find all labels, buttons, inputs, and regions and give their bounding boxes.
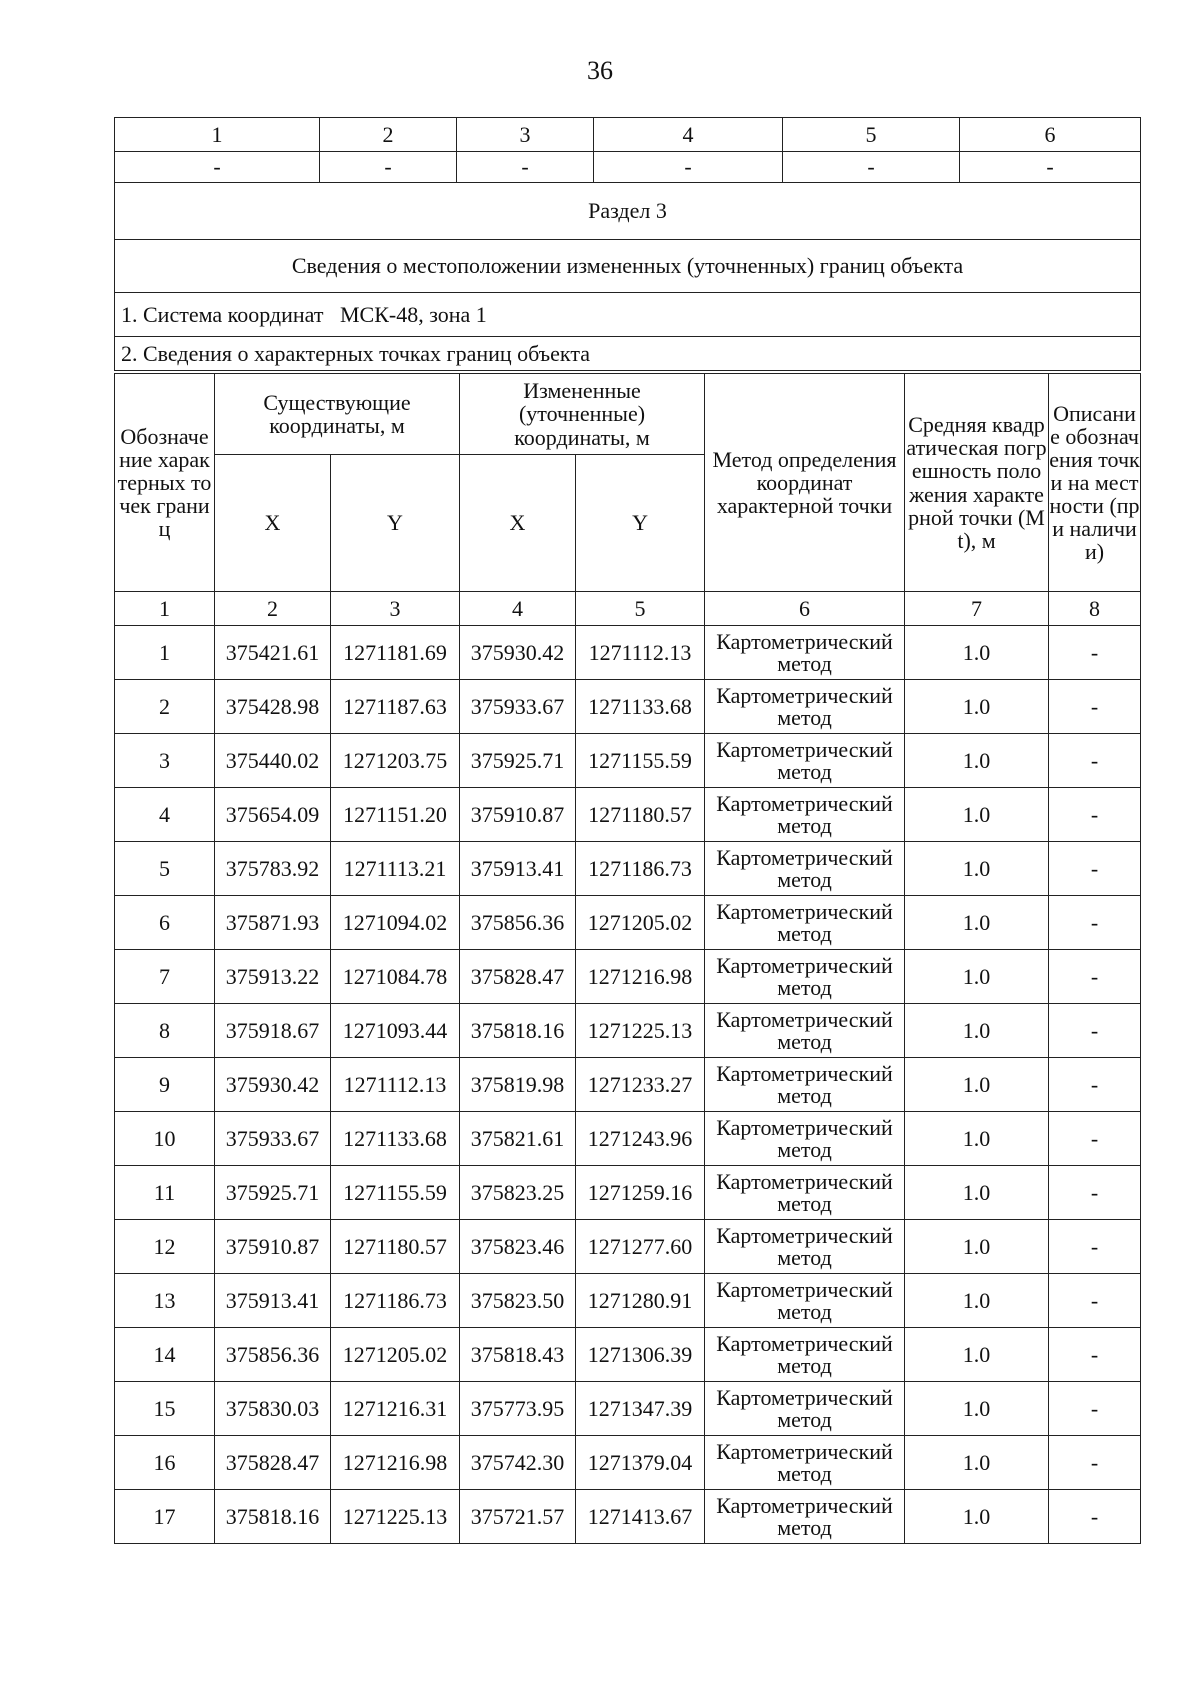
table-row xyxy=(115,1112,1141,1166)
existing-x: 375654.09 xyxy=(215,788,331,842)
description: - xyxy=(1049,896,1141,950)
changed-x: 375818.43 xyxy=(460,1328,576,1382)
method xyxy=(705,1328,905,1382)
existing-y: 1271216.98 xyxy=(331,1436,460,1490)
point-number: 13 xyxy=(115,1274,215,1328)
point-number: 7 xyxy=(115,950,215,1004)
method xyxy=(705,626,905,680)
table-row xyxy=(115,1220,1141,1274)
method-line2: метод xyxy=(777,758,832,784)
top-col-number: 2 xyxy=(320,118,457,152)
method-line2: метод xyxy=(777,1406,832,1432)
existing-y: 1271180.57 xyxy=(331,1220,460,1274)
description: - xyxy=(1049,1112,1141,1166)
point-number: 11 xyxy=(115,1166,215,1220)
existing-y: 1271181.69 xyxy=(331,626,460,680)
changed-y: 1271306.39 xyxy=(576,1328,705,1382)
point-number: 3 xyxy=(115,734,215,788)
description: - xyxy=(1049,1436,1141,1490)
method-line2: метод xyxy=(777,704,832,730)
changed-x: 375742.30 xyxy=(460,1436,576,1490)
data-rows xyxy=(115,626,1141,1544)
mean-error: 1.0 xyxy=(905,1382,1049,1436)
changed-y: 1271379.04 xyxy=(576,1436,705,1490)
description: - xyxy=(1049,1004,1141,1058)
method-line1: Картометрический xyxy=(716,1222,893,1248)
changed-x: 375823.25 xyxy=(460,1166,576,1220)
method-line1: Картометрический xyxy=(716,790,893,816)
method xyxy=(705,1220,905,1274)
point-number: 12 xyxy=(115,1220,215,1274)
method-line1: Картометрический xyxy=(716,898,893,924)
top-col-number: 4 xyxy=(594,118,783,152)
existing-y: 1271093.44 xyxy=(331,1004,460,1058)
description: - xyxy=(1049,1382,1141,1436)
method-line1: Картометрический xyxy=(716,1006,893,1032)
top-col-number: 3 xyxy=(457,118,594,152)
description: - xyxy=(1049,842,1141,896)
header-y1: Y xyxy=(331,455,460,592)
method-line1: Картометрический xyxy=(716,1276,893,1302)
description: - xyxy=(1049,1220,1141,1274)
dash-cell: - xyxy=(783,152,960,183)
changed-x: 375821.61 xyxy=(460,1112,576,1166)
mean-error: 1.0 xyxy=(905,1220,1049,1274)
method-line1: Картометрический xyxy=(716,1438,893,1464)
method xyxy=(705,1004,905,1058)
col-number: 7 xyxy=(905,592,1049,626)
existing-y: 1271113.21 xyxy=(331,842,460,896)
method-line2: метод xyxy=(777,866,832,892)
mean-error: 1.0 xyxy=(905,788,1049,842)
header-x2: X xyxy=(460,455,576,592)
existing-x: 375910.87 xyxy=(215,1220,331,1274)
changed-y: 1271112.13 xyxy=(576,626,705,680)
top-col-number: 5 xyxy=(783,118,960,152)
description: - xyxy=(1049,1490,1141,1544)
changed-y: 1271347.39 xyxy=(576,1382,705,1436)
header-existing: Существующие координаты, м xyxy=(215,374,460,455)
table-row xyxy=(115,842,1141,896)
top-col-number: 1 xyxy=(115,118,320,152)
point-number: 9 xyxy=(115,1058,215,1112)
col-number: 5 xyxy=(576,592,705,626)
header-description: Описание обозначения точки на местности (при наличии) xyxy=(1049,374,1141,592)
method-line2: метод xyxy=(777,650,832,676)
description: - xyxy=(1049,1274,1141,1328)
mean-error: 1.0 xyxy=(905,680,1049,734)
existing-x: 375830.03 xyxy=(215,1382,331,1436)
mean-error: 1.0 xyxy=(905,1166,1049,1220)
changed-x: 375933.67 xyxy=(460,680,576,734)
description: - xyxy=(1049,1058,1141,1112)
changed-x: 375773.95 xyxy=(460,1382,576,1436)
method xyxy=(705,1112,905,1166)
point-number: 4 xyxy=(115,788,215,842)
method-line2: метод xyxy=(777,1244,832,1270)
changed-x: 375856.36 xyxy=(460,896,576,950)
mean-error: 1.0 xyxy=(905,1004,1049,1058)
existing-x: 375871.93 xyxy=(215,896,331,950)
existing-y: 1271205.02 xyxy=(331,1328,460,1382)
point-number: 15 xyxy=(115,1382,215,1436)
existing-y: 1271112.13 xyxy=(331,1058,460,1112)
mean-error: 1.0 xyxy=(905,950,1049,1004)
changed-y: 1271155.59 xyxy=(576,734,705,788)
existing-y: 1271203.75 xyxy=(331,734,460,788)
table-row xyxy=(115,1274,1141,1328)
existing-y: 1271186.73 xyxy=(331,1274,460,1328)
method-line1: Картометрический xyxy=(716,1168,893,1194)
dash-cell: - xyxy=(320,152,457,183)
method-line2: метод xyxy=(777,1514,832,1540)
point-number: 1 xyxy=(115,626,215,680)
changed-x: 375721.57 xyxy=(460,1490,576,1544)
existing-y: 1271084.78 xyxy=(331,950,460,1004)
mean-error: 1.0 xyxy=(905,896,1049,950)
mean-error: 1.0 xyxy=(905,842,1049,896)
changed-x: 375828.47 xyxy=(460,950,576,1004)
points-label: 2. Сведения о характерных точках границ объекта xyxy=(115,337,1141,371)
header-row-1 xyxy=(115,374,1141,455)
changed-x: 375925.71 xyxy=(460,734,576,788)
method xyxy=(705,1274,905,1328)
dash-cell: - xyxy=(115,152,320,183)
method-line1: Картометрический xyxy=(716,1330,893,1356)
point-number: 16 xyxy=(115,1436,215,1490)
existing-x: 375440.02 xyxy=(215,734,331,788)
method-line1: Картометрический xyxy=(716,628,893,654)
existing-x: 375913.41 xyxy=(215,1274,331,1328)
changed-x: 375823.50 xyxy=(460,1274,576,1328)
method xyxy=(705,680,905,734)
table-row xyxy=(115,1436,1141,1490)
point-number: 10 xyxy=(115,1112,215,1166)
dash-cell: - xyxy=(594,152,783,183)
changed-y: 1271243.96 xyxy=(576,1112,705,1166)
col-number: 2 xyxy=(215,592,331,626)
mean-error: 1.0 xyxy=(905,1112,1049,1166)
existing-x: 375930.42 xyxy=(215,1058,331,1112)
method xyxy=(705,1436,905,1490)
top-col-numbers-row xyxy=(115,118,1141,152)
table-row xyxy=(115,788,1141,842)
description: - xyxy=(1049,788,1141,842)
col-number: 6 xyxy=(705,592,905,626)
method-line2: метод xyxy=(777,1460,832,1486)
existing-x: 375933.67 xyxy=(215,1112,331,1166)
existing-x: 375428.98 xyxy=(215,680,331,734)
existing-x: 375783.92 xyxy=(215,842,331,896)
method-line1: Картометрический xyxy=(716,1060,893,1086)
existing-x: 375828.47 xyxy=(215,1436,331,1490)
points-table xyxy=(114,373,1141,1544)
changed-y: 1271180.57 xyxy=(576,788,705,842)
method-line2: метод xyxy=(777,920,832,946)
changed-x: 375910.87 xyxy=(460,788,576,842)
changed-y: 1271225.13 xyxy=(576,1004,705,1058)
top-dash-row xyxy=(115,152,1141,183)
table-row xyxy=(115,1382,1141,1436)
table-row xyxy=(115,626,1141,680)
column-numbers-row xyxy=(115,592,1141,626)
changed-y: 1271277.60 xyxy=(576,1220,705,1274)
header-method: Метод определения координат характерной точки xyxy=(705,374,905,592)
method-line2: метод xyxy=(777,1028,832,1054)
point-number: 6 xyxy=(115,896,215,950)
method-line2: метод xyxy=(777,1136,832,1162)
top-col-number: 6 xyxy=(960,118,1141,152)
method xyxy=(705,1058,905,1112)
method-line1: Картометрический xyxy=(716,844,893,870)
method-line1: Картометрический xyxy=(716,1114,893,1140)
method xyxy=(705,788,905,842)
description: - xyxy=(1049,626,1141,680)
existing-y: 1271187.63 xyxy=(331,680,460,734)
method xyxy=(705,1490,905,1544)
table-row xyxy=(115,734,1141,788)
header-designation: Обозначение характерных точек границ xyxy=(115,374,215,592)
header-y2: Y xyxy=(576,455,705,592)
existing-x: 375925.71 xyxy=(215,1166,331,1220)
description: - xyxy=(1049,1166,1141,1220)
description: - xyxy=(1049,734,1141,788)
existing-x: 375818.16 xyxy=(215,1490,331,1544)
method-line1: Картометрический xyxy=(716,736,893,762)
table-row xyxy=(115,896,1141,950)
changed-x: 375819.98 xyxy=(460,1058,576,1112)
description: - xyxy=(1049,950,1141,1004)
existing-x: 375913.22 xyxy=(215,950,331,1004)
changed-y: 1271233.27 xyxy=(576,1058,705,1112)
header-changed: Измененные (уточненные) координаты, м xyxy=(460,374,705,455)
method-line2: метод xyxy=(777,1082,832,1108)
col-number: 3 xyxy=(331,592,460,626)
changed-y: 1271216.98 xyxy=(576,950,705,1004)
header-error: Средняя квадратическая погрешность положения характерной точки (Mt), м xyxy=(905,374,1049,592)
table-row xyxy=(115,950,1141,1004)
page-number: 36 xyxy=(587,56,613,85)
mean-error: 1.0 xyxy=(905,626,1049,680)
col-number: 4 xyxy=(460,592,576,626)
method-line1: Картометрический xyxy=(716,1492,893,1518)
existing-y: 1271094.02 xyxy=(331,896,460,950)
existing-y: 1271133.68 xyxy=(331,1112,460,1166)
existing-x: 375856.36 xyxy=(215,1328,331,1382)
method xyxy=(705,842,905,896)
table-row xyxy=(115,1166,1141,1220)
changed-y: 1271186.73 xyxy=(576,842,705,896)
method-line2: метод xyxy=(777,974,832,1000)
existing-y: 1271155.59 xyxy=(331,1166,460,1220)
existing-y: 1271151.20 xyxy=(331,788,460,842)
method-line1: Картометрический xyxy=(716,682,893,708)
point-number: 17 xyxy=(115,1490,215,1544)
section-title: Раздел 3 xyxy=(115,183,1141,240)
changed-x: 375823.46 xyxy=(460,1220,576,1274)
top-table xyxy=(114,117,1141,371)
table-row xyxy=(115,1328,1141,1382)
table-row xyxy=(115,680,1141,734)
table-row xyxy=(115,1004,1141,1058)
mean-error: 1.0 xyxy=(905,1436,1049,1490)
point-number: 5 xyxy=(115,842,215,896)
header-x1: X xyxy=(215,455,331,592)
method xyxy=(705,1166,905,1220)
method-line1: Картометрический xyxy=(716,1384,893,1410)
method xyxy=(705,734,905,788)
mean-error: 1.0 xyxy=(905,1058,1049,1112)
changed-x: 375913.41 xyxy=(460,842,576,896)
mean-error: 1.0 xyxy=(905,1274,1049,1328)
point-number: 8 xyxy=(115,1004,215,1058)
coord-system-label: 1. Система координат МСК-48, зона 1 xyxy=(115,293,1141,337)
method-line2: метод xyxy=(777,1190,832,1216)
existing-x: 375918.67 xyxy=(215,1004,331,1058)
changed-y: 1271259.16 xyxy=(576,1166,705,1220)
col-number: 1 xyxy=(115,592,215,626)
changed-x: 375818.16 xyxy=(460,1004,576,1058)
point-number: 2 xyxy=(115,680,215,734)
changed-x: 375930.42 xyxy=(460,626,576,680)
method-line2: метод xyxy=(777,1352,832,1378)
mean-error: 1.0 xyxy=(905,734,1049,788)
section-subtitle: Сведения о местоположении измененных (уточненных) границ объекта xyxy=(115,240,1141,293)
changed-y: 1271280.91 xyxy=(576,1274,705,1328)
col-number: 8 xyxy=(1049,592,1141,626)
mean-error: 1.0 xyxy=(905,1328,1049,1382)
method xyxy=(705,1382,905,1436)
dash-cell: - xyxy=(457,152,594,183)
method-line2: метод xyxy=(777,812,832,838)
point-number: 14 xyxy=(115,1328,215,1382)
mean-error: 1.0 xyxy=(905,1490,1049,1544)
changed-y: 1271205.02 xyxy=(576,896,705,950)
description: - xyxy=(1049,1328,1141,1382)
dash-cell: - xyxy=(960,152,1141,183)
changed-y: 1271133.68 xyxy=(576,680,705,734)
existing-y: 1271225.13 xyxy=(331,1490,460,1544)
table-row xyxy=(115,1490,1141,1544)
method xyxy=(705,896,905,950)
existing-y: 1271216.31 xyxy=(331,1382,460,1436)
method-line2: метод xyxy=(777,1298,832,1324)
changed-y: 1271413.67 xyxy=(576,1490,705,1544)
existing-x: 375421.61 xyxy=(215,626,331,680)
method-line1: Картометрический xyxy=(716,952,893,978)
method xyxy=(705,950,905,1004)
description: - xyxy=(1049,680,1141,734)
table-row xyxy=(115,1058,1141,1112)
